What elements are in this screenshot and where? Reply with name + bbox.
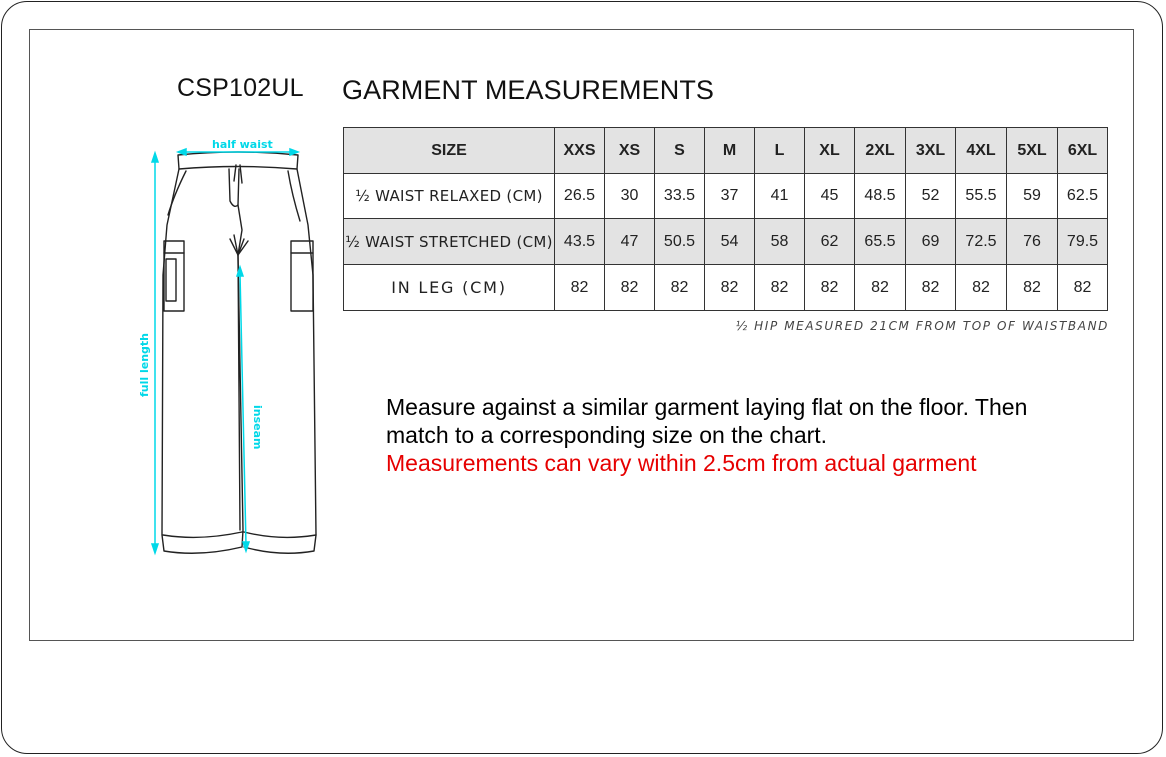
instruction-line-1: Measure against a similar garment laying flat on the floor. Then	[386, 394, 1028, 420]
size-header-cell: S	[655, 128, 705, 174]
size-header-cell: XL	[805, 128, 855, 174]
table-cell: 33.5	[655, 174, 705, 219]
table-cell: 69	[906, 219, 956, 265]
table-cell: 82	[1058, 265, 1108, 311]
table-cell: 45	[805, 174, 855, 219]
table-cell: 82	[605, 265, 655, 311]
table-cell: 82	[655, 265, 705, 311]
table-cell: 62.5	[1058, 174, 1108, 219]
variance-warning: Measurements can vary within 2.5cm from actual garment	[386, 450, 977, 476]
table-cell: 52	[906, 174, 956, 219]
size-header-cell: 5XL	[1007, 128, 1058, 174]
hip-footnote: ½ HIP MEASURED 21CM FROM TOP OF WAISTBAND	[735, 319, 1109, 333]
table-cell: 82	[906, 265, 956, 311]
size-header-cell: XS	[605, 128, 655, 174]
size-header-cell: 6XL	[1058, 128, 1108, 174]
size-header-cell: XXS	[555, 128, 605, 174]
size-header-cell: 3XL	[906, 128, 956, 174]
table-row	[344, 174, 1108, 219]
table-cell: 41	[755, 174, 805, 219]
full-length-label: full length	[138, 332, 151, 397]
table-cell: 59	[1007, 174, 1058, 219]
table-cell: 62	[805, 219, 855, 265]
table-cell: 65.5	[855, 219, 906, 265]
table-cell: 37	[705, 174, 755, 219]
row-label: ½ WAIST STRETCHED (CM)	[344, 219, 555, 265]
size-header-cell: L	[755, 128, 805, 174]
table-cell: 54	[705, 219, 755, 265]
table-row	[344, 265, 1108, 311]
page-title: GARMENT MEASUREMENTS	[342, 75, 715, 105]
table-header-label: SIZE	[344, 128, 555, 174]
table-row	[344, 219, 1108, 265]
table-cell: 82	[705, 265, 755, 311]
table-cell: 76	[1007, 219, 1058, 265]
table-cell: 55.5	[956, 174, 1007, 219]
table-cell: 43.5	[555, 219, 605, 265]
table-cell: 82	[1007, 265, 1058, 311]
size-header-cell: 2XL	[855, 128, 906, 174]
table-cell: 82	[855, 265, 906, 311]
table-header-row	[344, 128, 1108, 174]
table-cell: 48.5	[855, 174, 906, 219]
row-label: ½ WAIST RELAXED (CM)	[344, 174, 555, 219]
table-cell: 82	[555, 265, 605, 311]
table-cell: 50.5	[655, 219, 705, 265]
table-cell: 82	[805, 265, 855, 311]
instruction-line-2: match to a corresponding size on the chart.	[386, 422, 828, 448]
measurement-instructions	[386, 393, 1126, 477]
size-chart-table	[343, 127, 1108, 311]
table-cell: 82	[755, 265, 805, 311]
table-cell: 82	[956, 265, 1007, 311]
table-cell: 26.5	[555, 174, 605, 219]
table-cell: 58	[755, 219, 805, 265]
size-header-cell: 4XL	[956, 128, 1007, 174]
size-header-cell: M	[705, 128, 755, 174]
table-cell: 30	[605, 174, 655, 219]
half-waist-label: half waist	[212, 138, 273, 151]
pants-diagram	[130, 135, 330, 565]
inseam-label: inseam	[251, 405, 264, 450]
product-code: CSP102UL	[177, 74, 304, 102]
table-cell: 79.5	[1058, 219, 1108, 265]
table-cell: 47	[605, 219, 655, 265]
row-label: IN LEG (CM)	[344, 265, 555, 311]
table-cell: 72.5	[956, 219, 1007, 265]
